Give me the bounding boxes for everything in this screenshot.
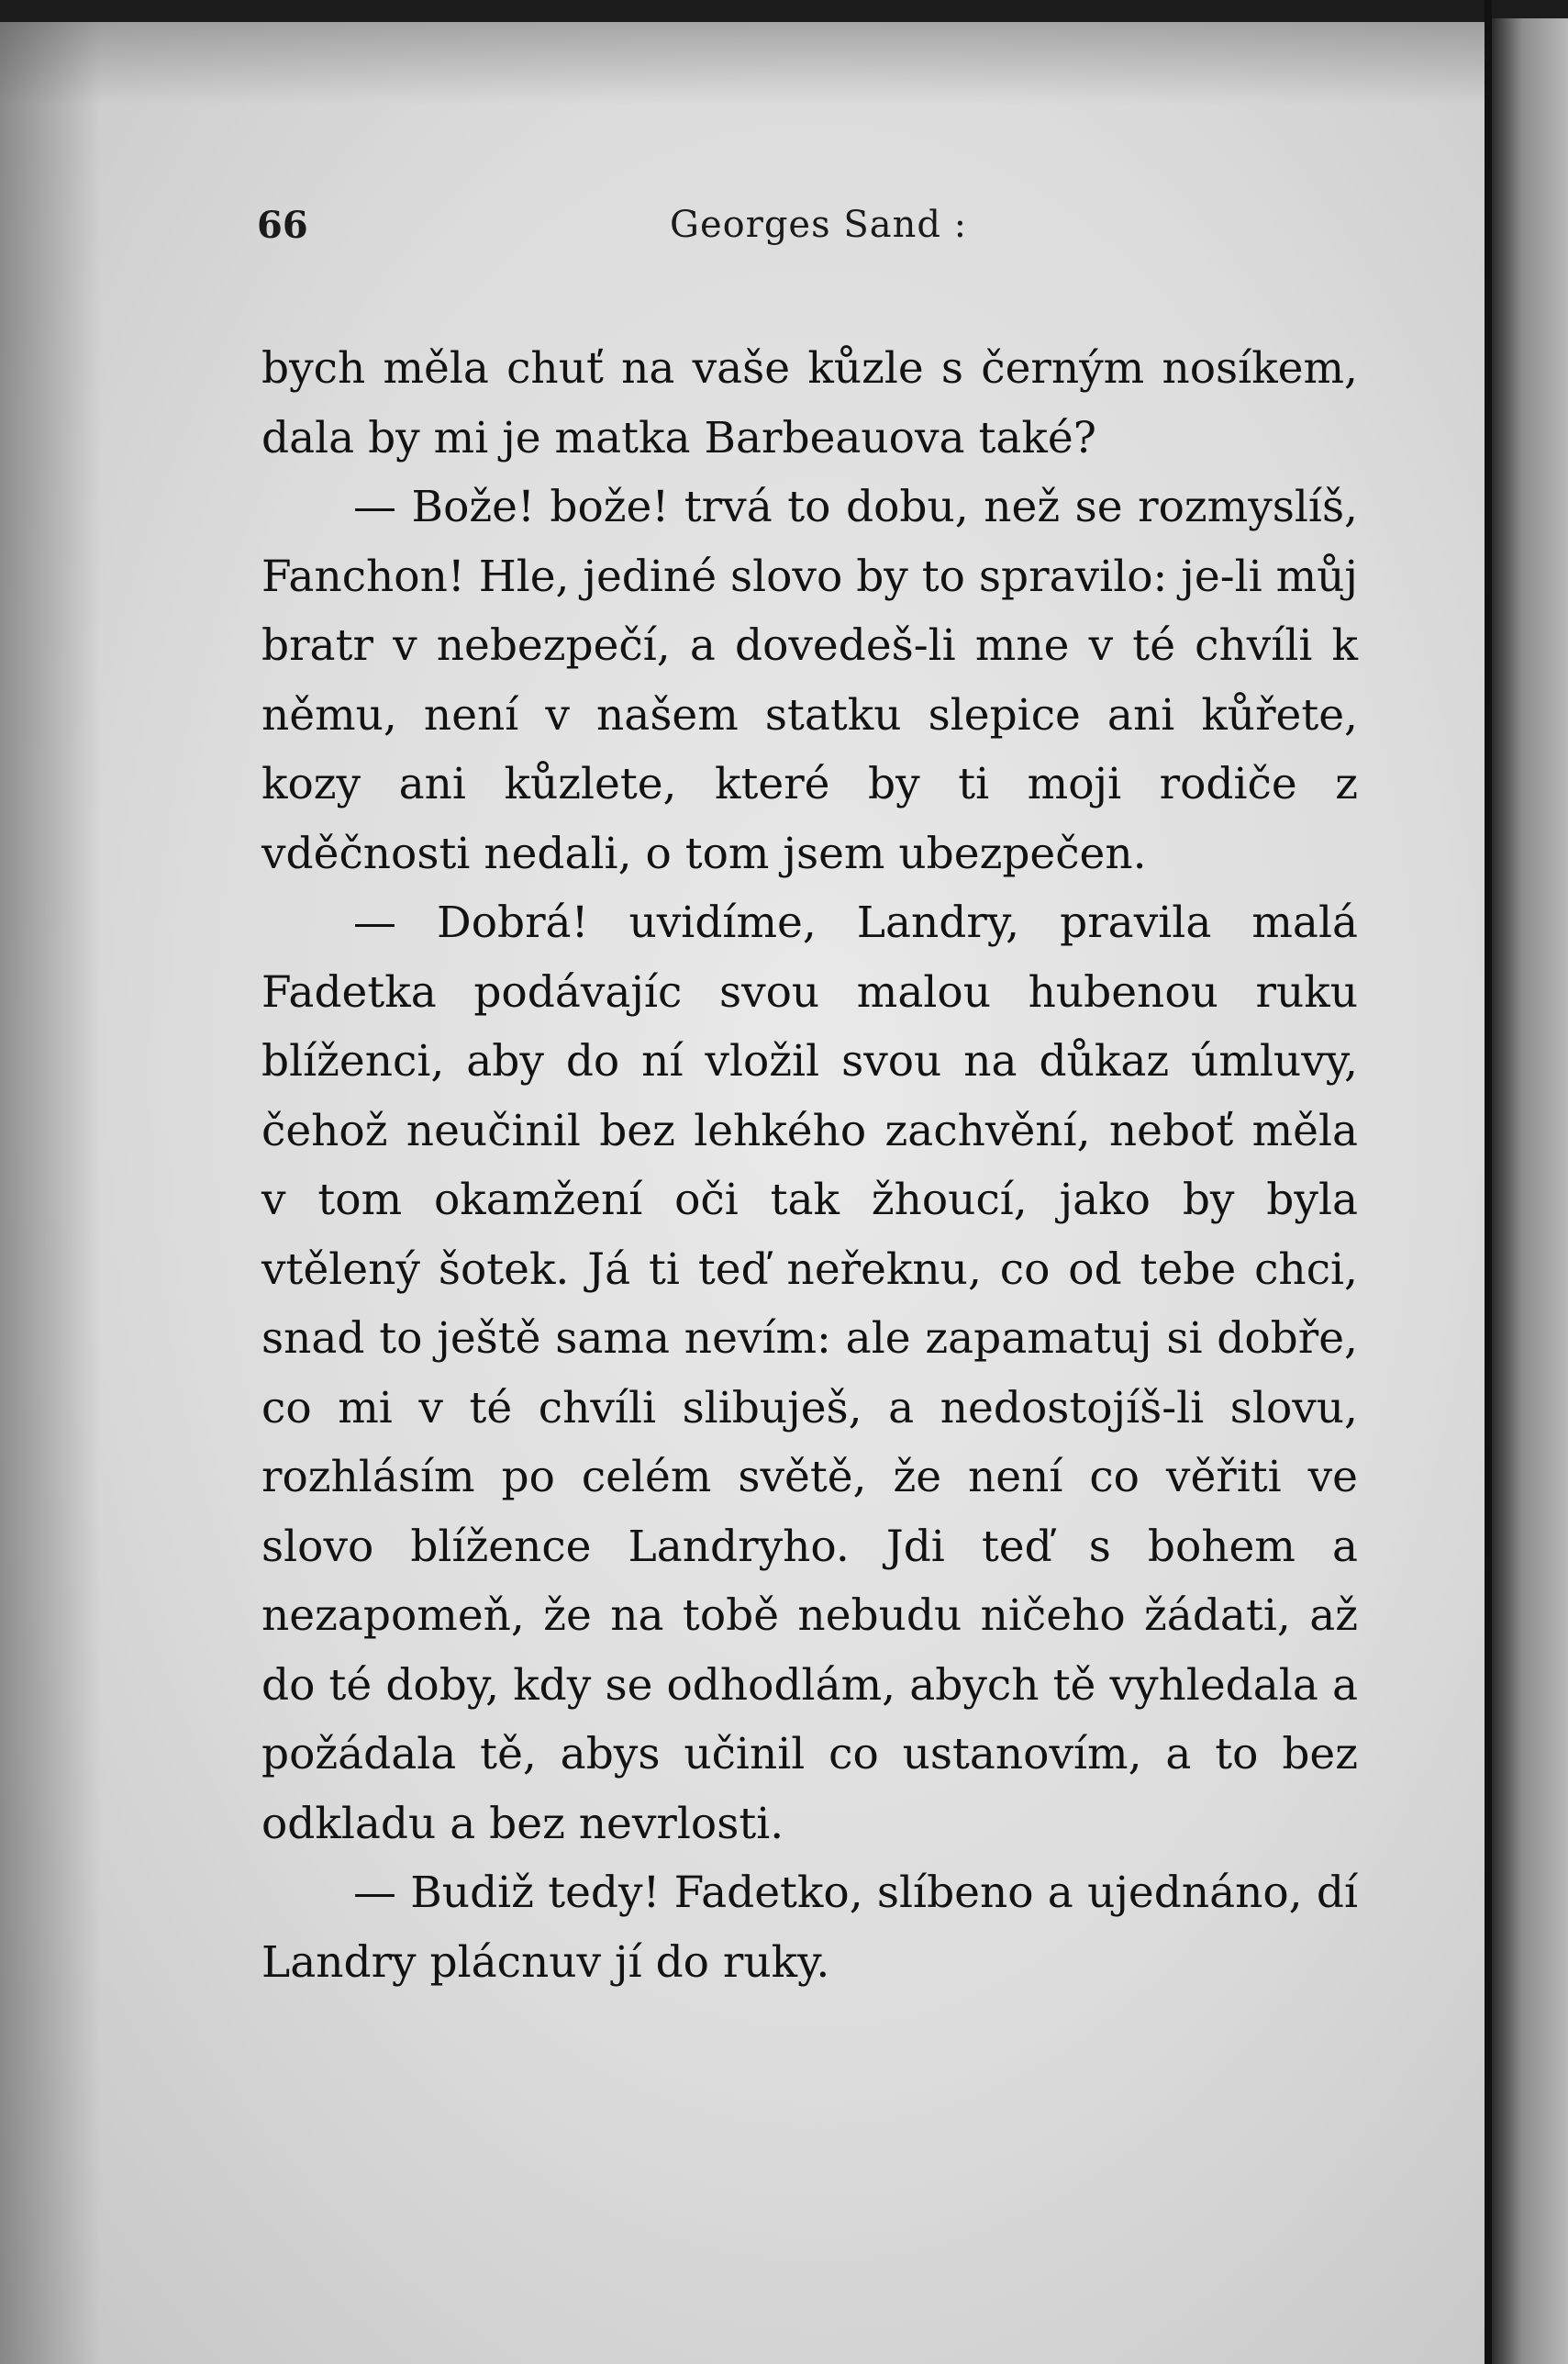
paragraph-continuation: bych měla chuť na vaše kůzle s černým nosíkem, dala by mi je matka Barbeauova také? bbox=[261, 343, 1358, 463]
paragraph-dialogue: — Bože! bože! trvá to dobu, než se rozmyslíš, Fanchon! Hle, jediné slovo by to spravilo: je-li můj bratr v nebezpečí, a dovedeš-li mne v té chvíli k němu, není v našem statku slepice ani kůřete, kozy ani kůzlete, které by ti moji rodiče z vděčnosti nedali, o tom jsem ubezpečen. bbox=[261, 482, 1358, 879]
page-shadow-top bbox=[0, 22, 1485, 105]
running-title: Georges Sand : bbox=[670, 204, 968, 246]
body-text bbox=[261, 334, 1358, 1997]
page-shadow-left bbox=[0, 22, 101, 2364]
paragraph-dialogue: — Budiž tedy! Fadetko, slíbeno a ujednáno, dí Landry plácnuv jí do ruky. bbox=[261, 1868, 1358, 1988]
book-page bbox=[0, 22, 1485, 2364]
next-page-edge bbox=[1492, 18, 1568, 2364]
running-head bbox=[257, 204, 1358, 259]
page-number: 66 bbox=[257, 204, 308, 247]
book-gutter bbox=[1485, 0, 1492, 2364]
paragraph-dialogue: — Dobrá! uvidíme, Landry, pravila malá Fadetka podávajíc svou malou hubenou ruku blíženci, aby do ní vložil svou na důkaz úmluvy, čehož neučinil bez lehkého zachvění, neboť měla v tom okamžení oči tak žhoucí, jako by byla vtělený šotek. Já ti teď neřeknu, co od tebe chci, snad to ještě sama nevím: ale zapamatuj si dobře, co mi v té chvíli slibuješ, a nedostojíš-li slovu, rozhlásím po celém světě, že není co věřiti ve slovo blížence Landryho. Jdi teď s bohem a nezapomeň, že na tobě nebudu ničeho žádati, až do té doby, kdy se odhodlám, abych tě vyhledala a požádala tě, abys učinil co ustanovím, a to bez odkladu a bez nevrlosti. bbox=[261, 898, 1358, 1849]
